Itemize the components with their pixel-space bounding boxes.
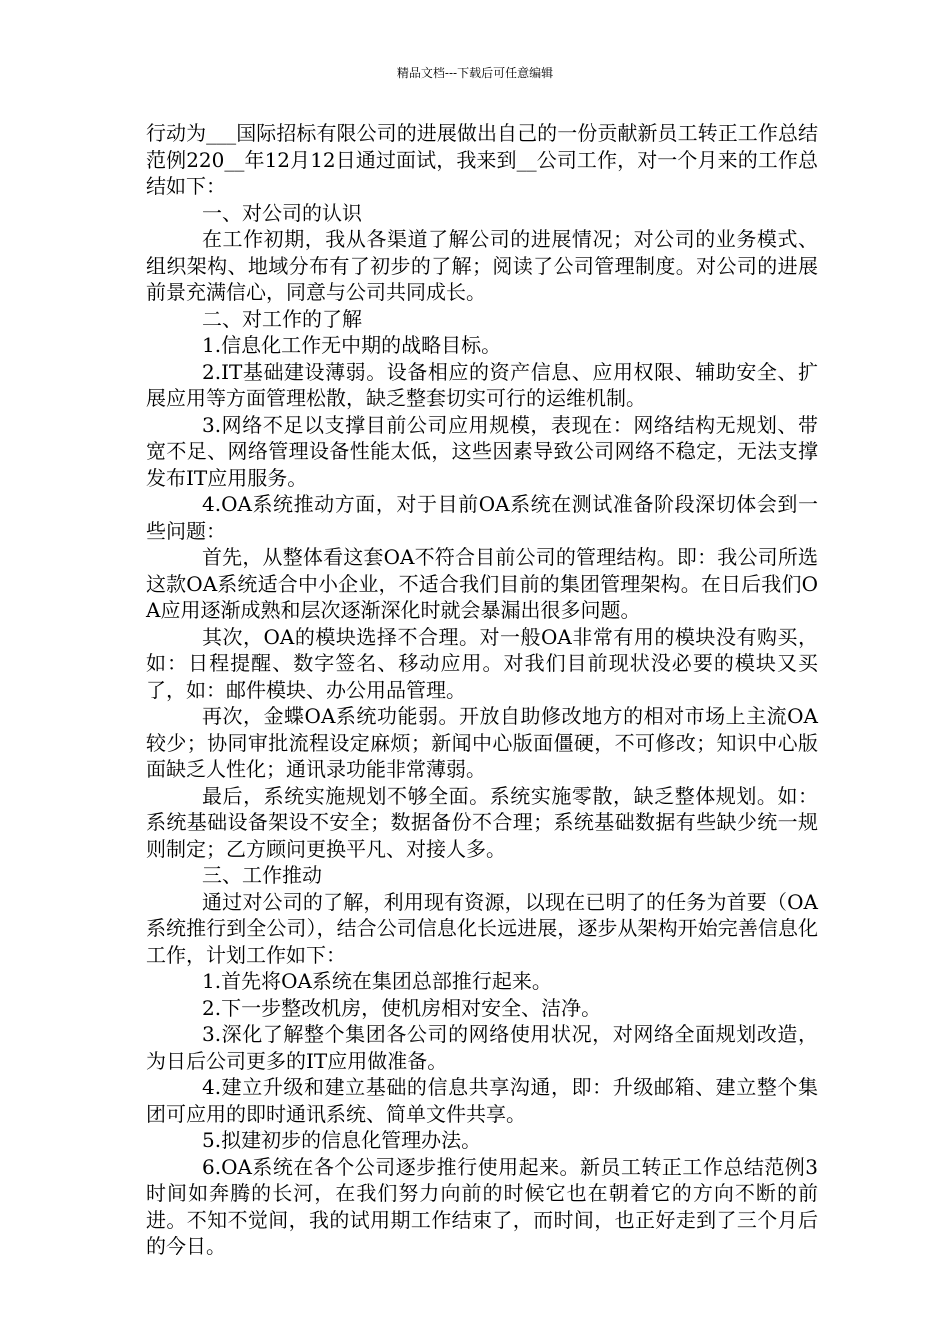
list-item: 5.拟建初步的信息化管理办法。 bbox=[202, 1128, 482, 1152]
list-item: 4.建立升级和建立基础的信息共享沟通，即：升级邮箱、建立整个集团可应用的即时通讯系统、简单文件共享。 bbox=[146, 1075, 818, 1126]
list-item: 3.深化了解整个集团各公司的网络使用状况，对网络全面规划改造，为日后公司更多的IT应用做准备。 bbox=[146, 1022, 818, 1073]
section-heading-2: 二、对工作的了解 bbox=[202, 306, 362, 331]
list-item: 3.网络不足以支撑目前公司应用规模，表现在：网络结构无规划、带宽不足、网络管理设备性能太低，这些因素导致公司网络不稳定，无法支撑发布IT应用服务。 bbox=[146, 412, 818, 490]
paragraph: 其次，OA的模块选择不合理。对一般OA非常有用的模块没有购买，如：日程提醒、数字签名、移动应用。对我们目前现状没必要的模块又买了，如：邮件模块、办公用品管理。 bbox=[146, 624, 818, 702]
list-item: 6.OA系统在各个公司逐步推行使用起来。新员工转正工作总结范例3时间如奔腾的长河，在我们努力向前的时候它也在朝着它的方向不断的前进。不知不觉间，我的试用期工作结束了，而时间，也正好走到了三个月后的今日。 bbox=[146, 1154, 818, 1258]
paragraph: 通过对公司的了解，利用现有资源，以现在已明了的任务为首要（OA系统推行到全公司），结合公司信息化长远进展，逐步从架构开始完善信息化工作，计划工作如下： bbox=[146, 889, 818, 967]
paragraph: 再次，金蝶OA系统功能弱。开放自助修改地方的相对市场上主流OA较少；协同审批流程设定麻烦；新闻中心版面僵硬，不可修改；知识中心版面缺乏人性化；通讯录功能非常薄弱。 bbox=[146, 704, 818, 781]
list-item: 4.OA系统推动方面，对于目前OA系统在测试准备阶段深切体会到一些问题： bbox=[146, 492, 818, 543]
section-heading-3: 三、工作推动 bbox=[202, 863, 322, 887]
paragraph: 首先，从整体看这套OA不符合目前公司的管理结构。即：我公司所选这款OA系统适合中小企业，不适合我们目前的集团管理架构。在日后我们OA应用逐渐成熟和层次逐渐深化时就会暴漏出很多问题。 bbox=[146, 545, 818, 622]
paragraph: 最后，系统实施规划不够全面。系统实施零散，缺乏整体规划。如：系统基础设备架设不安全；数据备份不合理；系统基础数据有些缺少统一规则制定；乙方顾问更换平凡、对接人多。 bbox=[146, 783, 818, 861]
list-item: 1.首先将OA系统在集团总部推行起来。 bbox=[202, 969, 552, 993]
paragraph-intro: 行动为___国际招标有限公司的进展做出自己的一份贡献新员工转正工作总结范例220__年12月12日通过面试，我来到__公司工作，对一个月来的工作总结如下： bbox=[146, 121, 818, 198]
page-header: 精品文档---下载后可任意编辑 bbox=[396, 66, 554, 80]
list-item: 2.IT基础建设薄弱。设备相应的资产信息、应用权限、辅助安全、扩展应用等方面管理松散，缺乏整套切实可行的运维机制。 bbox=[146, 359, 818, 410]
paragraph: 在工作初期，我从各渠道了解公司的进展情况；对公司的业务模式、组织架构、地域分布有了初步的了解；阅读了公司管理制度。对公司的进展前景充满信心，同意与公司共同成长。 bbox=[146, 227, 818, 304]
list-item: 1.信息化工作无中期的战略目标。 bbox=[202, 333, 502, 357]
section-heading-1: 一、对公司的认识 bbox=[202, 200, 362, 225]
document-body bbox=[146, 120, 818, 1260]
list-item: 2.下一步整改机房，使机房相对安全、洁净。 bbox=[202, 995, 602, 1020]
